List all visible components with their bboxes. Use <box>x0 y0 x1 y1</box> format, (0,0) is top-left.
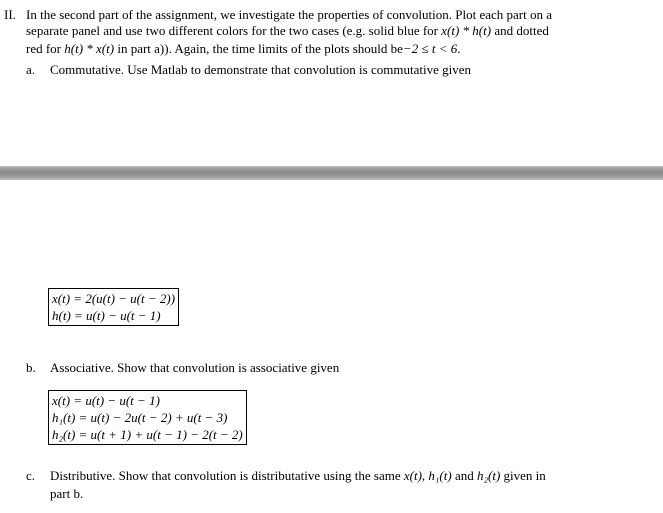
part-c-marker: c. <box>26 468 36 483</box>
part-a-marker: a. <box>26 62 36 77</box>
intro-line-2-text: separate panel and use two different colors for the two cases (e.g. solid blue for <box>26 23 439 38</box>
part-a-equation-box <box>48 288 179 326</box>
part-b-equation-box <box>48 390 247 445</box>
part-c-math-x: x(t) <box>403 468 422 483</box>
intro-line-2 <box>26 23 549 39</box>
intro-line-3-time-limits: −2 ≤ t < 6 <box>402 41 458 56</box>
part-b-marker: b. <box>26 360 36 375</box>
part-c-text: Distributive. Show that convolution is distributative using the same <box>50 468 401 483</box>
intro-line-3-text-mid: in part a)). Again, the time limits of the plots should be <box>117 41 403 56</box>
equation-x: x(t) = u(t) − u(t − 1) <box>52 393 160 408</box>
part-a-text: Commutative. Use Matlab to demonstrate that convolution is commutative given <box>50 62 471 77</box>
intro-line-3-math: h(t) * x(t) <box>64 41 115 56</box>
part-c-comma: , <box>421 468 426 483</box>
equation-x: x(t) = 2(u(t) − u(t − 2)) <box>52 291 176 306</box>
part-c-and: and <box>454 468 474 483</box>
part-c-math-h2: h₂(t) <box>476 468 501 483</box>
equation-h: h(t) = u(t) − u(t − 1) <box>52 308 161 323</box>
part-c-math-h1: h₁(t) <box>428 468 452 483</box>
intro-line-2-text-end: and dotted <box>494 23 549 38</box>
part-c-text-end: given in <box>503 468 546 483</box>
section-numeral: II. <box>4 7 16 22</box>
part-c-line-2: part b. <box>50 486 84 501</box>
intro-line-3-period: . <box>457 41 461 56</box>
equation-h1: h₁(t) = u(t) − 2u(t − 2) + u(t − 3) <box>52 410 228 425</box>
intro-line-3-text: red for <box>26 41 62 56</box>
part-b-text: Associative. Show that convolution is associative given <box>50 360 340 375</box>
intro-line-2-math: x(t) * h(t) <box>441 23 492 38</box>
intro-line-3 <box>26 41 460 57</box>
part-c-line-1 <box>50 468 546 484</box>
intro-line-1: In the second part of the assignment, we investigate the properties of convolution. Plot each part on a <box>26 7 552 22</box>
equation-h2: h₂(t) = u(t + 1) + u(t − 1) − 2(t − 2) <box>52 427 243 442</box>
page-divider <box>0 166 663 180</box>
